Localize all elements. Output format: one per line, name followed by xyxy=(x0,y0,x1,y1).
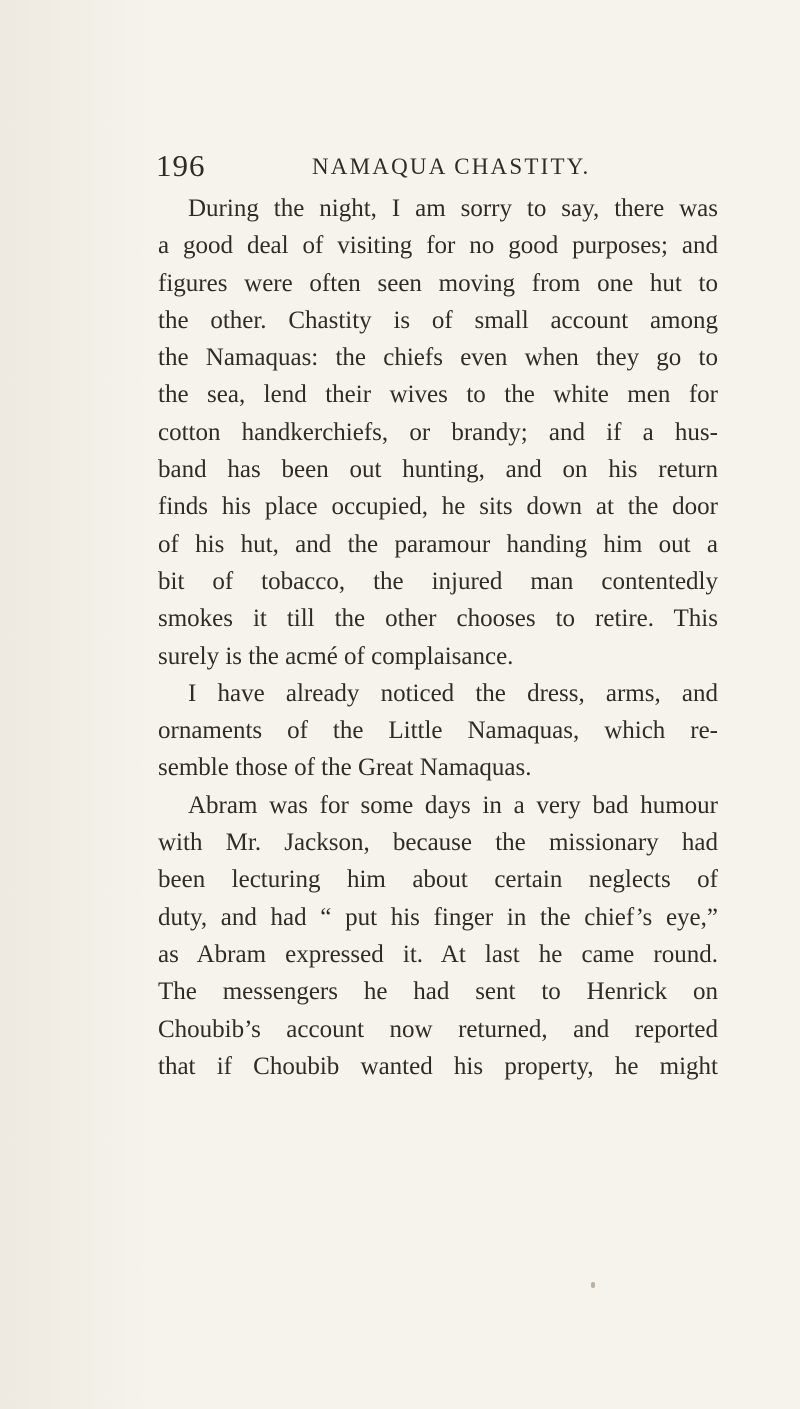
text-line: smokes it till the other chooses to retire. This xyxy=(158,605,718,633)
text-line: I have already noticed the dress, arms, and xyxy=(188,679,718,707)
paper-speck xyxy=(591,1282,595,1288)
text-line: duty, and had “ put his finger in the chief’s eye,” xyxy=(158,903,718,931)
text-line: a good deal of visiting for no good purposes; and xyxy=(158,232,718,260)
text-line: band has been out hunting, and on his return xyxy=(158,456,718,484)
running-title: NAMAQUA CHASTITY. xyxy=(312,154,591,179)
text-line: The messengers he had sent to Henrick on xyxy=(158,978,718,1006)
text-line: Abram was for some days in a very bad humour xyxy=(188,791,718,819)
text-line: ornaments of the Little Namaquas, which re- xyxy=(158,717,718,745)
text-line: semble those of the Great Namaquas. xyxy=(158,754,532,782)
text-line: with Mr. Jackson, because the missionary had xyxy=(158,829,718,857)
text-line: During the night, I am sorry to say, there was xyxy=(188,195,718,222)
text-line: that if Choubib wanted his property, he might xyxy=(158,1052,718,1080)
text-line: finds his place occupied, he sits down at the door xyxy=(158,493,718,521)
body-text xyxy=(158,190,718,1085)
text-line: figures were often seen moving from one hut to xyxy=(158,269,718,297)
text-line: of his hut, and the paramour handing him out a xyxy=(158,530,718,558)
text-line: surely is the acmé of complaisance. xyxy=(158,642,514,670)
text-line: cotton handkerchiefs, or brandy; and if a hus- xyxy=(158,418,718,446)
text-line: the sea, lend their wives to the white men for xyxy=(158,381,718,409)
text-line: been lecturing him about certain neglects of xyxy=(158,866,718,894)
gutter-shadow xyxy=(0,0,150,1409)
running-head xyxy=(156,148,716,188)
text-line: bit of tobacco, the injured man contentedly xyxy=(158,567,718,595)
text-line: Choubib’s account now returned, and reported xyxy=(158,1015,718,1043)
page-number: 196 xyxy=(156,148,206,183)
text-line: the Namaquas: the chiefs even when they go to xyxy=(158,344,718,372)
text-line: as Abram expressed it. At last he came round. xyxy=(158,940,718,968)
text-line: the other. Chastity is of small account among xyxy=(158,306,718,334)
